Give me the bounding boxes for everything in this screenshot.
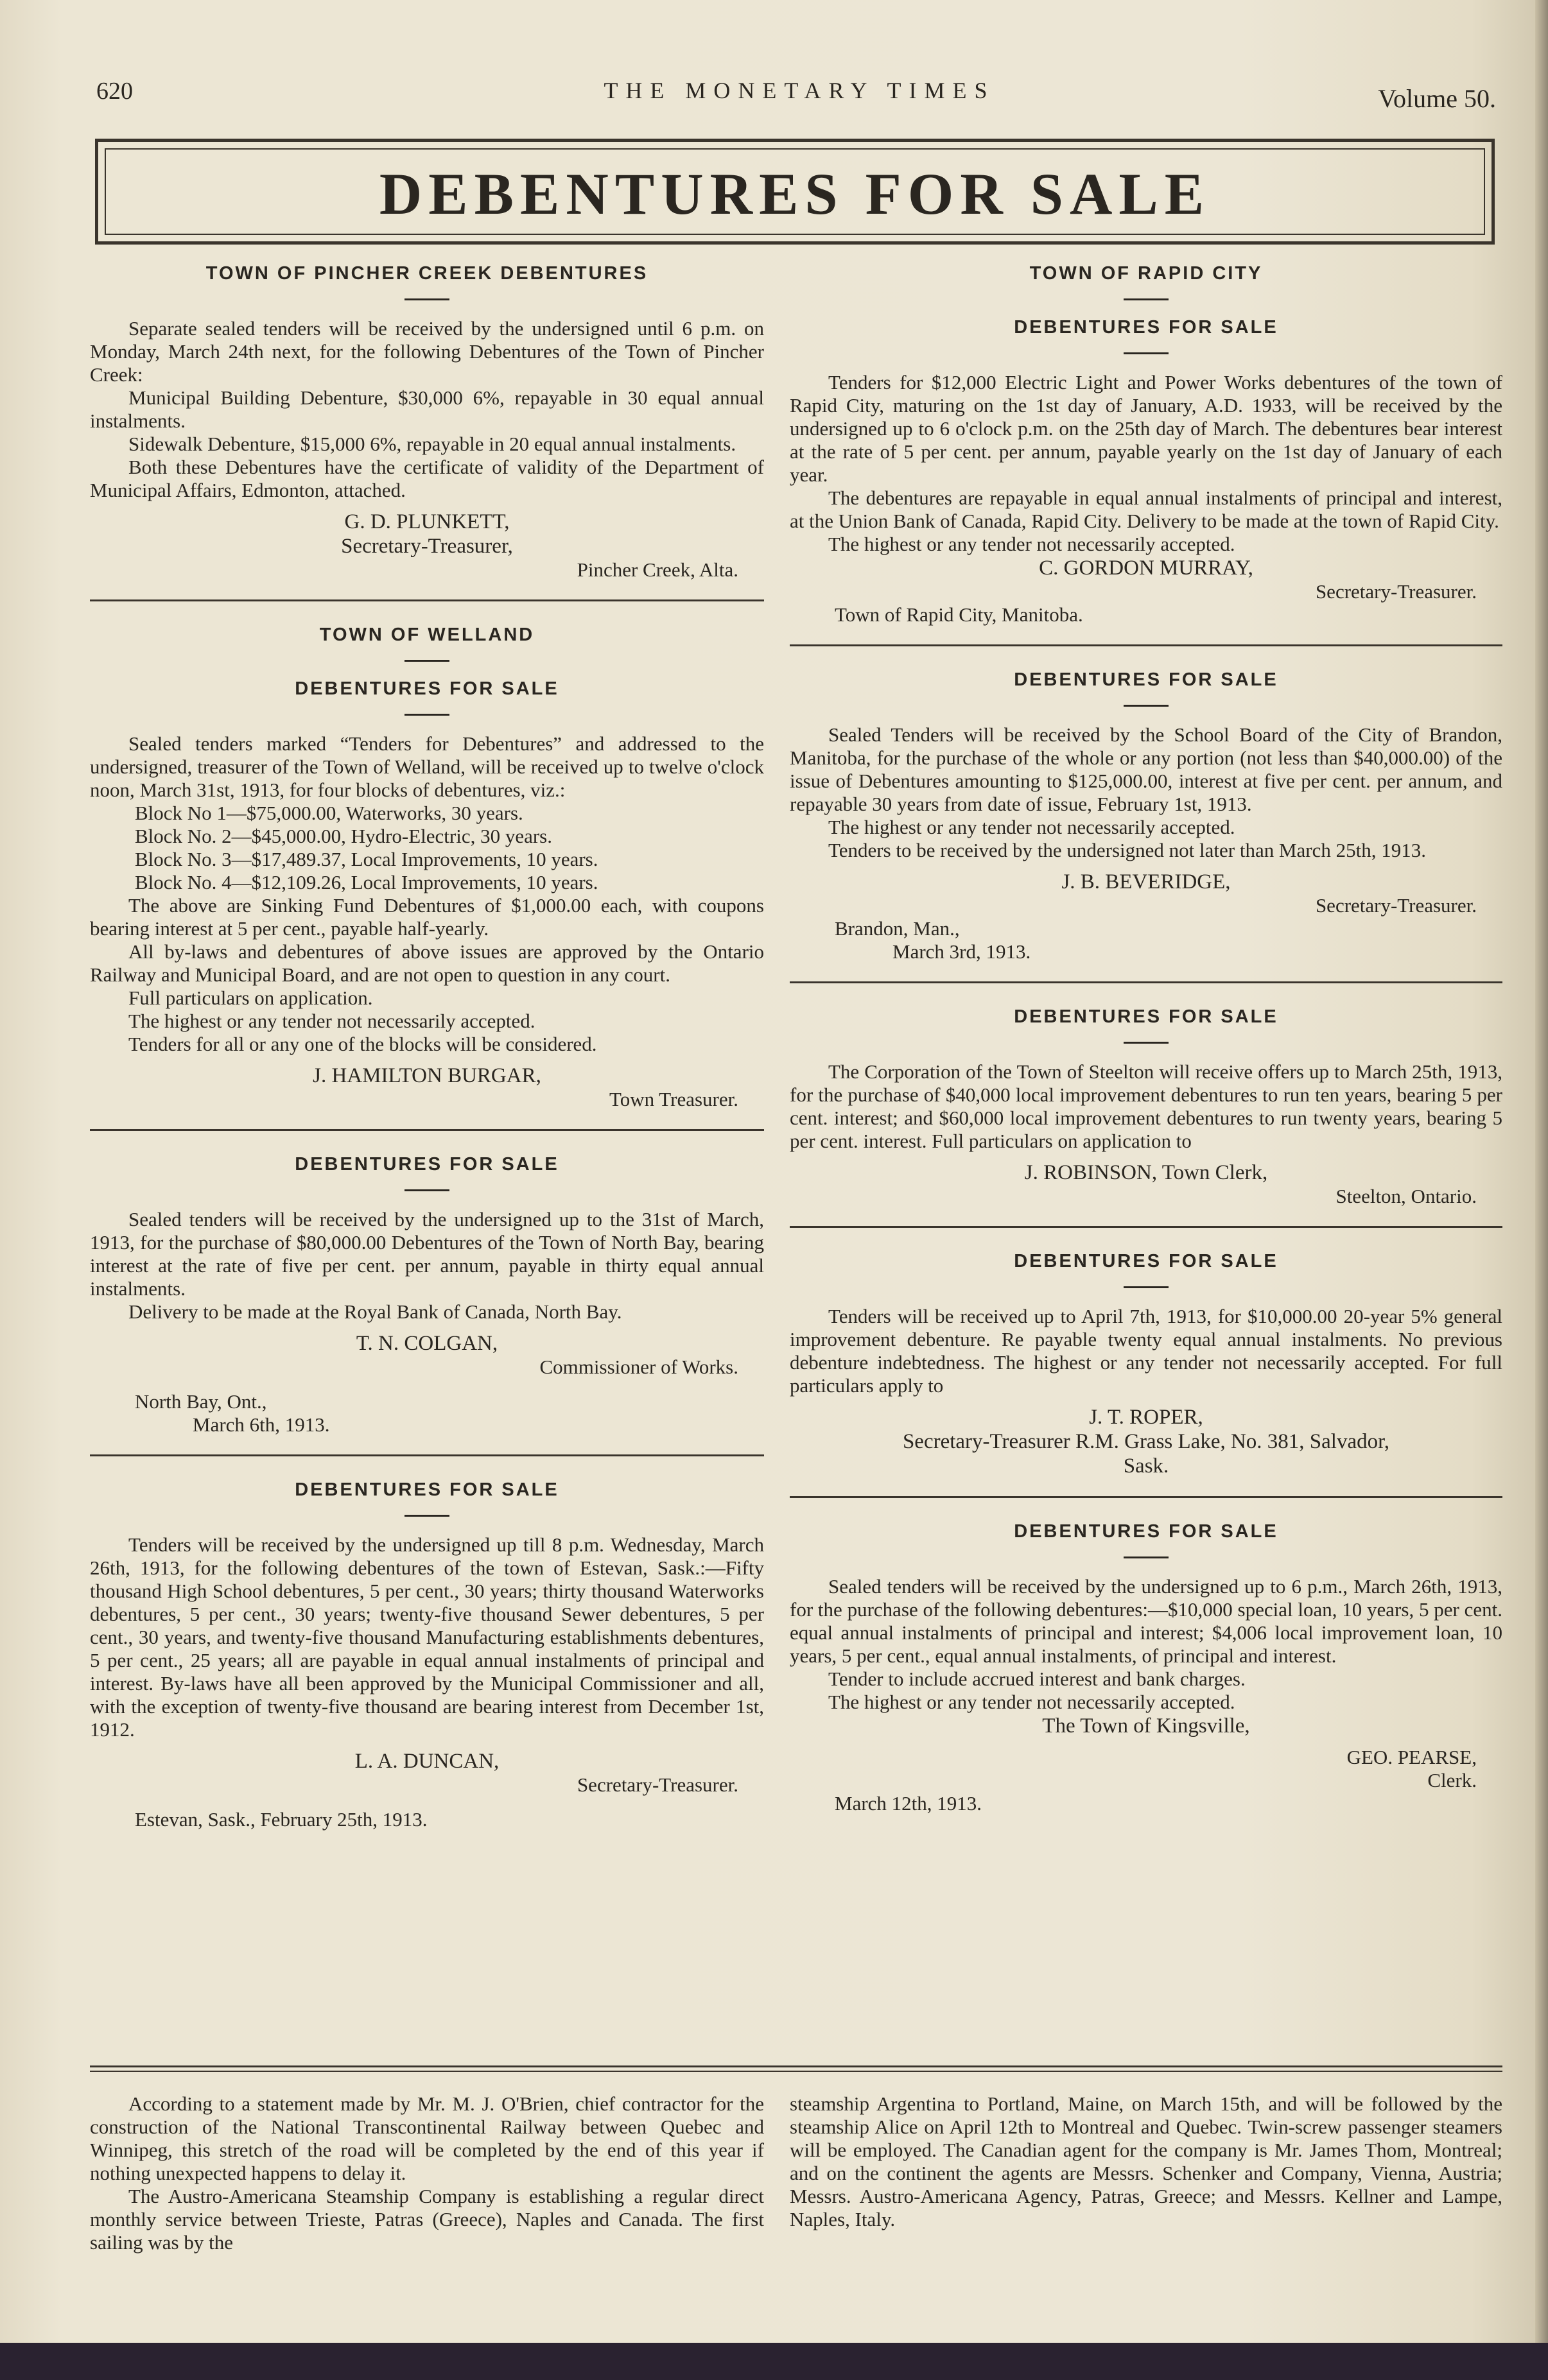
- signatory-name: J. ROBINSON, Town Clerk,: [1024, 1161, 1268, 1184]
- signatory-title: Secretary-Treasurer R.M. Grass Lake, No. 381, Salvador,: [902, 1430, 1390, 1453]
- divider: [1124, 352, 1169, 354]
- divider: [404, 714, 449, 716]
- grass-lake-notice: [790, 1251, 1502, 1478]
- signatory-name: L. A. DUNCAN,: [354, 1750, 500, 1773]
- pincher-creek-notice: [90, 263, 764, 582]
- journal-title: THE MONETARY TIMES: [604, 78, 995, 103]
- section-rule: [790, 644, 1502, 646]
- signatory-title: Commissioner of Works.: [539, 1356, 738, 1378]
- bottom-rule-thin: [90, 2071, 1502, 2072]
- block-item: Block No 1—$75,000.00, Waterworks, 30 years.: [135, 802, 523, 824]
- page-header: [90, 77, 1509, 113]
- notice-subheading: DEBENTURES FOR SALE: [1014, 317, 1278, 338]
- notice-paragraph: The highest or any tender not necessarily accepted.: [128, 1010, 535, 1032]
- notice-paragraph: The debentures are repayable in equal annual instalments of principal and interest, at the Union Bank of Canada, Rapid City. Delivery to be made at the town of Rapid City.: [790, 487, 1502, 532]
- signatory-name: J. T. ROPER,: [1089, 1406, 1203, 1429]
- divider: [404, 1189, 449, 1191]
- news-paragraph: According to a statement made by Mr. M. J. O'Brien, chief contractor for the construction of the National Transcontinental Railway between Quebec and Winnipeg, this stretch of the road will be completed by the end of this year if nothing unexpected happens to delay it.: [90, 2092, 764, 2184]
- welland-notice: [90, 625, 764, 1111]
- notice-paragraph: Both these Debentures have the certificate of validity of the Department of Municipal Affairs, Edmonton, attached.: [90, 456, 764, 501]
- notice-subheading: DEBENTURES FOR SALE: [295, 678, 559, 699]
- signatory-place: Steelton, Ontario.: [1335, 1185, 1477, 1207]
- section-rule: [790, 1226, 1502, 1228]
- notice-paragraph: All by-laws and debentures of above issues are approved by the Ontario Railway and Municipal Board, and are not open to question in any court.: [90, 940, 764, 986]
- right-column: [790, 263, 1502, 1815]
- signatory-title: Secretary-Treasurer.: [1315, 580, 1477, 603]
- signatory-place: Sask.: [1123, 1454, 1169, 1478]
- notice-paragraph: Sealed tenders marked “Tenders for Debentures” and addressed to the undersigned, treasurer of the Town of Welland, will be received up to twelve o'clock noon, March 31st, 1913, for four blocks of debentures, viz.:: [90, 732, 764, 801]
- notice-paragraph: Sealed tenders will be received by the undersigned up to 6 p.m., March 26th, 1913, for the purchase of the following debentures:—$10,000 special loan, 10 years, 5 per cent. equal annual instalments of principal and interest; $4,006 local improvement loan, 10 years, 5 per cent., equal annual instalments, of principal and interest.: [790, 1575, 1502, 1667]
- notice-place: North Bay, Ont.,: [135, 1390, 267, 1413]
- signatory-title: Secretary-Treasurer.: [577, 1773, 738, 1796]
- notice-paragraph: Sealed Tenders will be received by the School Board of the City of Brandon, Manitoba, for the purchase of the whole or any portion (not less than $40,000.00) of the issue of Debentures amounting to $125,000.00, interest at five per cent. per annum, and repayable 30 years from date of issue, February 1st, 1913.: [790, 723, 1502, 815]
- page-number: 620: [96, 78, 133, 105]
- notice-heading: DEBENTURES FOR SALE: [1014, 1006, 1278, 1027]
- signatory-name: J. HAMILTON BURGAR,: [313, 1064, 541, 1087]
- estevan-notice: [90, 1479, 764, 1831]
- notice-paragraph: Tenders will be received by the undersigned up till 8 p.m. Wednesday, March 26th, 1913, for the following debentures of the town of Estevan, Sask.:—Fifty thousand High School debentures, 5 per cent., 30 years; thirty thousand Waterworks debentures, 5 per cent., 30 years; twenty-five thousand Sewer debentures, 5 per cent., 30 years, and twenty-five thousand Manufacturing establishments debentures, 5 per cent., 25 years; all are payable in equal annual instalments of principal and interest. By-laws have all been approved by the Municipal Commissioner and all, with the exception of twenty-five thousand are bearing interest from December 1st, 1912.: [90, 1533, 764, 1741]
- news-paragraph: steamship Argentina to Portland, Maine, on March 15th, and will be followed by the steamship Alice on April 12th to Montreal and Quebec. Twin-screw passenger steamers will be employed. The Canadian agent for the company is Mr. James Thom, Montreal; and on the continent the agents are Messrs. Schenker and Company, Vienna, Austria; Messrs. Austro-Americana Agency, Patras, Greece; and Messrs. Kellner and Lampe, Naples, Italy.: [790, 2092, 1502, 2230]
- signatory-name: G. D. PLUNKETT,: [344, 510, 510, 533]
- notice-heading: TOWN OF WELLAND: [319, 625, 535, 645]
- notice-heading: TOWN OF RAPID CITY: [1029, 263, 1263, 284]
- news-paragraph: The Austro-Americana Steamship Company is establishing a regular direct monthly service between Trieste, Patras (Greece), Naples and Canada. The first sailing was by the: [90, 2185, 764, 2254]
- notice-place: Town of Rapid City, Manitoba.: [835, 603, 1083, 626]
- notice-paragraph: The above are Sinking Fund Debentures of $1,000.00 each, with coupons bearing interest at 5 per cent., payable half-yearly.: [90, 894, 764, 940]
- notice-paragraph: Tenders will be received up to April 7th, 1913, for $10,000.00 20-year 5% general improvement debenture. Re payable twenty equal annual instalments. No previous debenture indebtedness. The highest or any tender not necessarily accepted. For full particulars apply to: [790, 1305, 1502, 1397]
- notice-paragraph: Sidewalk Debenture, $15,000 6%, repayable in 20 equal annual instalments.: [128, 433, 736, 455]
- news-left: [90, 2092, 764, 2254]
- notice-date: March 12th, 1913.: [835, 1792, 982, 1815]
- notice-heading: TOWN OF PINCHER CREEK DEBENTURES: [205, 263, 648, 284]
- notice-paragraph: The highest or any tender not necessarily accepted.: [828, 816, 1235, 838]
- signatory-title: Secretary-Treasurer.: [1315, 894, 1477, 917]
- signatory-name: T. N. COLGAN,: [356, 1332, 498, 1355]
- notice-place-date: Estevan, Sask., February 25th, 1913.: [135, 1808, 428, 1831]
- notice-paragraph: Separate sealed tenders will be received by the undersigned until 6 p.m. on Monday, March 24th next, for the following Debentures of the Town of Pincher Creek:: [90, 317, 764, 386]
- divider: [1124, 1286, 1169, 1288]
- notice-paragraph: Tenders for $12,000 Electric Light and Power Works debentures of the town of Rapid City, maturing on the 1st day of January, A.D. 1933, will be received by the undersigned up to 6 o'clock p.m. on the 25th day of March. The debentures bear interest at the rate of 5 per cent. per annum, payable yearly on the 1st day of January of each year.: [790, 371, 1502, 486]
- block-item: Block No. 3—$17,489.37, Local Improvements, 10 years.: [135, 848, 598, 870]
- section-rule: [90, 599, 764, 601]
- volume-label: Volume 50.: [1378, 84, 1496, 113]
- news-right: [790, 2092, 1502, 2231]
- notice-heading: DEBENTURES FOR SALE: [295, 1479, 559, 1500]
- page-edge: [1535, 0, 1548, 2343]
- notice-heading: DEBENTURES FOR SALE: [1014, 1251, 1278, 1272]
- section-rule: [790, 981, 1502, 983]
- north-bay-notice: [90, 1154, 764, 1436]
- divider: [404, 1515, 449, 1517]
- kingsville-notice: [790, 1521, 1502, 1815]
- section-rule: [90, 1454, 764, 1456]
- notice-heading: DEBENTURES FOR SALE: [295, 1154, 559, 1175]
- brandon-notice: [790, 669, 1502, 963]
- divider: [1124, 705, 1169, 707]
- section-banner: [95, 139, 1495, 245]
- notice-paragraph: Tenders for all or any one of the blocks will be considered.: [128, 1033, 597, 1055]
- notice-date: March 3rd, 1913.: [892, 940, 1031, 963]
- divider: [1124, 1556, 1169, 1558]
- banner-title: DEBENTURES FOR SALE: [379, 161, 1211, 227]
- rapid-city-notice: [790, 263, 1502, 626]
- block-item: Block No. 4—$12,109.26, Local Improvements, 10 years.: [135, 871, 598, 893]
- bottom-rule: [90, 2065, 1502, 2067]
- signatory-title: Town Treasurer.: [609, 1088, 738, 1110]
- notice-paragraph: Tender to include accrued interest and bank charges.: [828, 1668, 1246, 1690]
- block-item: Block No. 2—$45,000.00, Hydro-Electric, 30 years.: [135, 825, 553, 847]
- left-column: [90, 263, 764, 1831]
- divider: [404, 660, 449, 662]
- notice-place: Brandon, Man.,: [835, 917, 960, 940]
- scan-border: [0, 2343, 1548, 2380]
- signatory-title: Clerk.: [1427, 1769, 1477, 1791]
- notice-paragraph: The highest or any tender not necessarily accepted.: [828, 533, 1235, 555]
- notice-paragraph: Full particulars on application.: [128, 987, 373, 1009]
- divider: [1124, 298, 1169, 300]
- signatory-name: GEO. PEARSE,: [1346, 1746, 1477, 1768]
- steelton-notice: [790, 1006, 1502, 1208]
- signatory-title: Secretary-Treasurer,: [341, 535, 513, 558]
- notice-paragraph: Delivery to be made at the Royal Bank of Canada, North Bay.: [128, 1300, 622, 1323]
- section-rule: [90, 1129, 764, 1131]
- notice-date: March 6th, 1913.: [193, 1413, 330, 1436]
- signatory-name: C. GORDON MURRAY,: [1039, 556, 1253, 580]
- section-rule: [790, 1496, 1502, 1498]
- notice-paragraph: Municipal Building Debenture, $30,000 6%, repayable in 30 equal annual instalments.: [90, 386, 764, 432]
- divider: [1124, 1042, 1169, 1044]
- notice-paragraph: The highest or any tender not necessarily accepted.: [828, 1691, 1235, 1713]
- signatory-name: J. B. BEVERIDGE,: [1061, 870, 1231, 893]
- notice-paragraph: The Corporation of the Town of Steelton will receive offers up to March 25th, 1913, for the purchase of $40,000 local improvement debentures to run ten years, bearing 5 per cent. interest; and $60,000 local improvement debentures to run twenty years, bearing 5 per cent. interest. Full particulars on application to: [790, 1060, 1502, 1152]
- notice-paragraph: Sealed tenders will be received by the undersigned up to the 31st of March, 1913, for the purchase of $80,000.00 Debentures of the Town of North Bay, bearing interest at the rate of five per cent. per annum, payable in thirty equal annual instalments.: [90, 1208, 764, 1300]
- notice-paragraph: Tenders to be received by the undersigned not later than March 25th, 1913.: [828, 839, 1426, 861]
- notice-issuer: The Town of Kingsville,: [1042, 1714, 1250, 1738]
- notice-heading: DEBENTURES FOR SALE: [1014, 1521, 1278, 1542]
- signatory-place: Pincher Creek, Alta.: [577, 558, 738, 581]
- notice-heading: DEBENTURES FOR SALE: [1014, 669, 1278, 690]
- divider: [404, 298, 449, 300]
